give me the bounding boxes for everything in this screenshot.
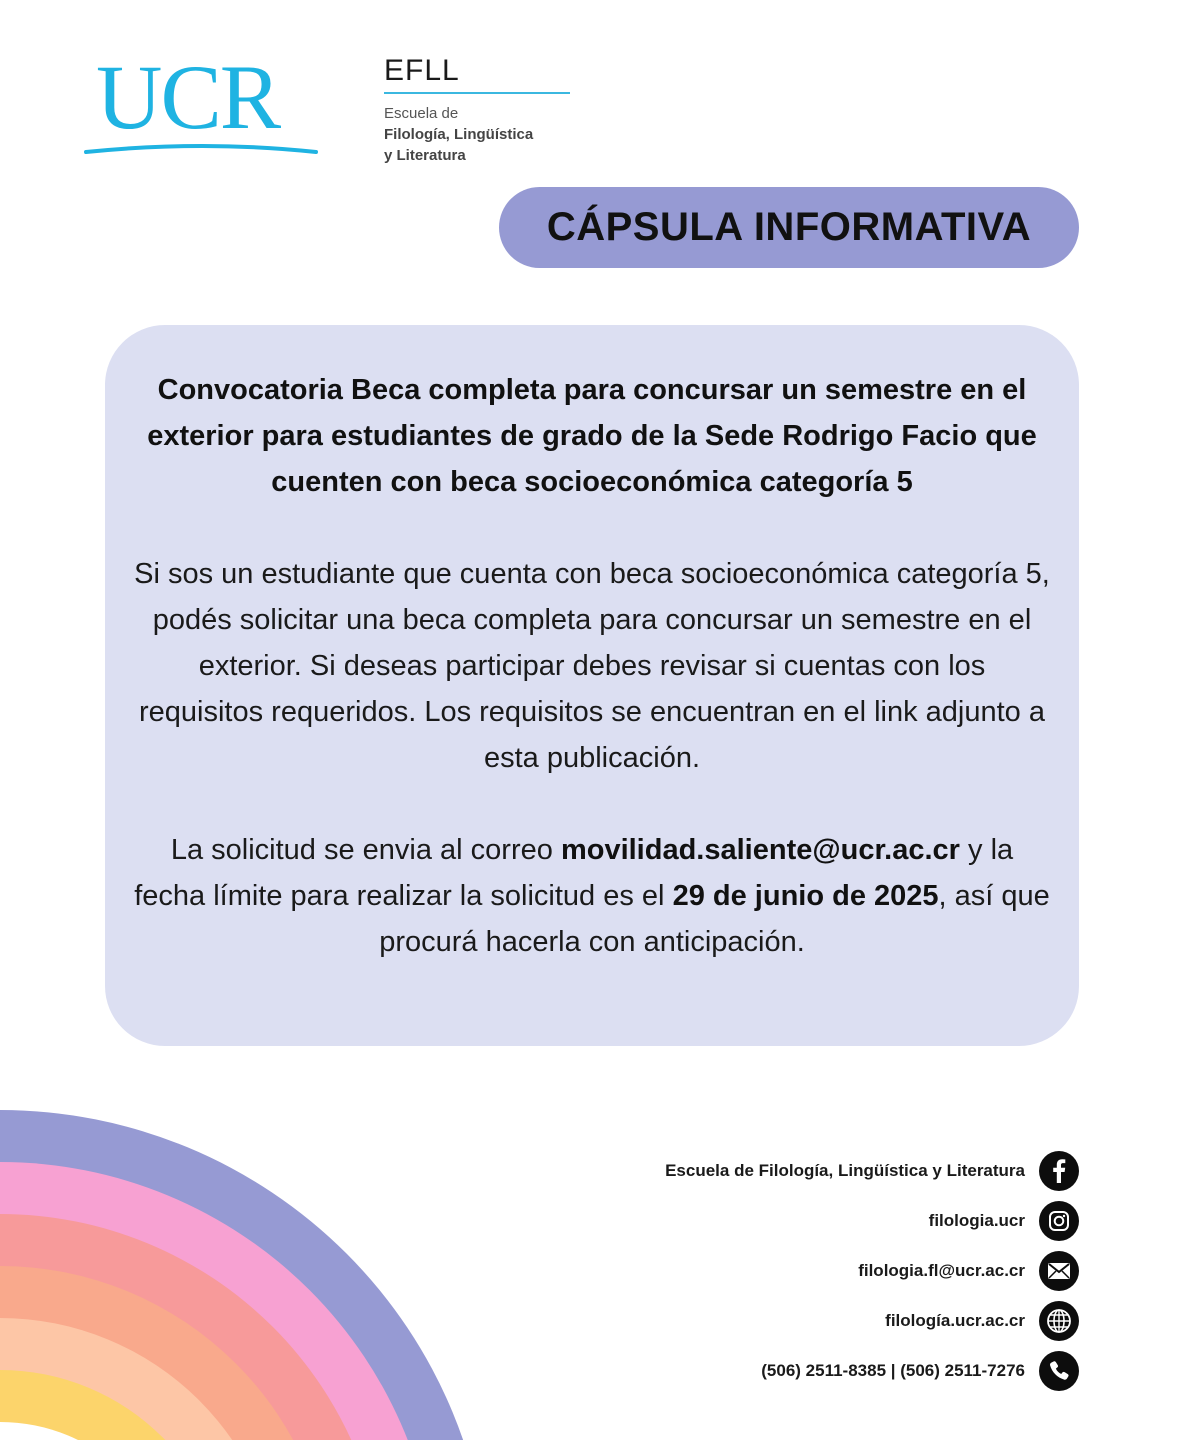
ucr-logo-text: UCR [96,50,280,148]
contact-list [519,1146,1079,1396]
efll-subtitle-line1: Escuela de [384,105,459,122]
request-middle: y la fecha límite para realizar la solicitud es el [134,834,1014,912]
contact-email-text: filologia.fl@ucr.ac.cr [858,1261,1025,1280]
ucr-logo [84,50,324,160]
mail-icon[interactable] [1039,1251,1079,1291]
contact-row-instagram[interactable] [519,1196,1079,1246]
card-request [133,827,1051,965]
efll-divider [384,92,570,94]
efll-title: EFLL [384,54,460,87]
rainbow-decoration [0,1070,500,1440]
contact-row-website[interactable] [519,1296,1079,1346]
contact-website-text: filología.ucr.ac.cr [885,1311,1025,1330]
contact-row-email[interactable] [519,1246,1079,1296]
efll-subtitle-line3: y Literatura [384,147,466,164]
capsula-title: CÁPSULA INFORMATIVA [546,205,1032,249]
efll-subtitle-line2: Filología, Lingüística [384,126,534,143]
phone-icon[interactable] [1039,1351,1079,1391]
globe-icon[interactable] [1039,1301,1079,1341]
card-body: Si sos un estudiante que cuenta con beca socioeconómica categoría 5, podés solicitar una beca completa para concursar un semestre en el exterior. Si deseas participar debes revisar si cuentas con los requisitos requeridos. Los requisitos se encuentran en el link adjunto a esta publicación. [134,558,1050,774]
request-deadline: 29 de junio de 2025 [672,880,939,912]
request-suffix: , así que procurá hacerla con anticipación. [379,880,1050,958]
contact-row-phone[interactable] [519,1346,1079,1396]
facebook-icon[interactable] [1039,1151,1079,1191]
card-heading: Convocatoria Beca completa para concursar un semestre en el exterior para estudiantes de grado de la Sede Rodrigo Facio que cuenten con beca socioeconómica categoría 5 [147,374,1037,498]
capsula-pill [499,187,1079,268]
contact-row-facebook[interactable] [519,1146,1079,1196]
request-email[interactable]: movilidad.saliente@ucr.ac.cr [560,834,960,866]
instagram-icon[interactable] [1039,1201,1079,1241]
contact-phone-text: (506) 2511-8385 | (506) 2511-7276 [761,1361,1025,1380]
efll-block [384,54,574,166]
request-prefix: La solicitud se envia al correo [170,834,553,866]
info-card [105,325,1079,1046]
contact-instagram-text: filologia.ucr [928,1211,1025,1230]
contact-facebook-text: Escuela de Filología, Lingüística y Literatura [665,1161,1025,1180]
